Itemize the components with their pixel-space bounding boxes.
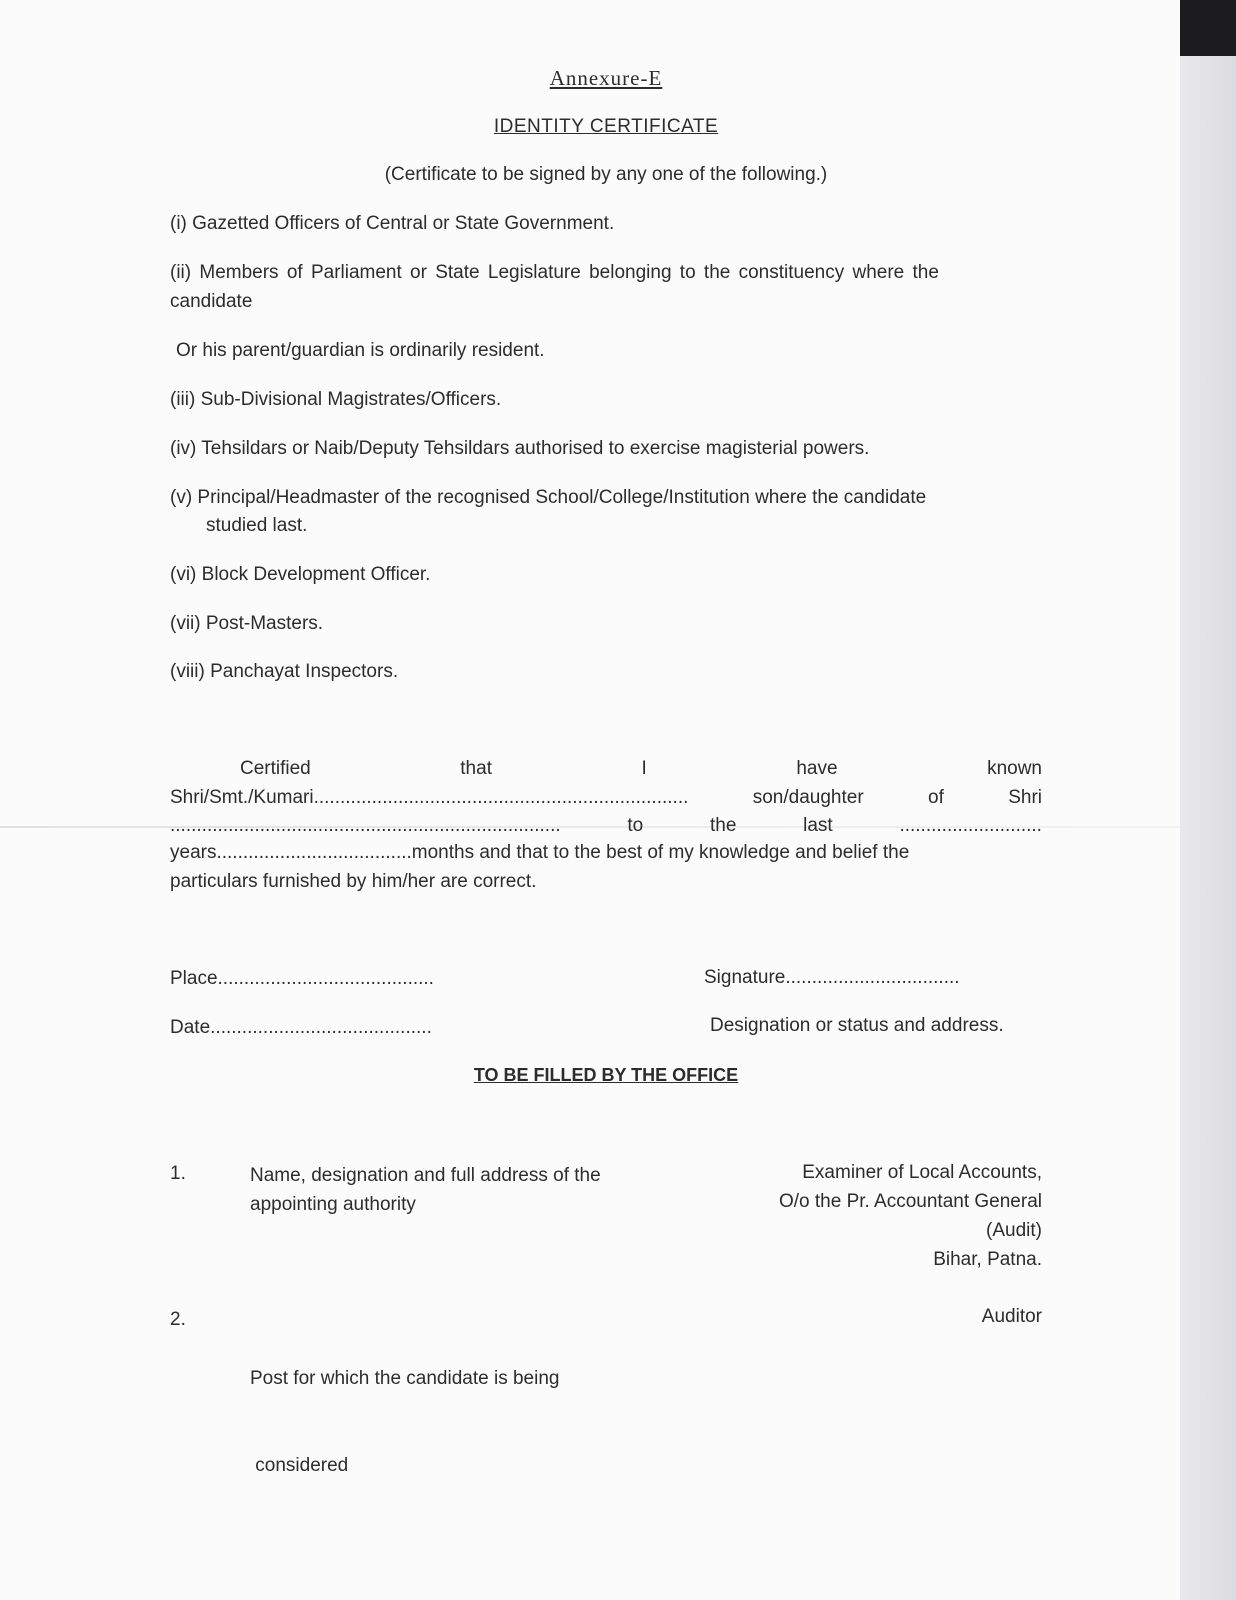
word: the <box>709 815 737 836</box>
item-number: 1. <box>170 1163 186 1184</box>
value-line: Bihar, Patna. <box>933 1249 1042 1270</box>
word: to <box>627 815 644 836</box>
document-subtitle: (Certificate to be signed by any one of the following.) <box>384 164 828 185</box>
scan-edge-dark <box>1180 0 1236 56</box>
item-label <box>250 1306 559 1509</box>
item-value <box>779 1158 1042 1274</box>
item-number: 2. <box>170 1309 186 1330</box>
signatory-item: (iii) Sub-Divisional Magistrates/Officers. <box>170 389 502 410</box>
office-heading: TO BE FILLED BY THE OFFICE <box>473 1065 739 1085</box>
item-label <box>250 1161 601 1219</box>
signatory-item: (vi) Block Development Officer. <box>170 564 431 585</box>
value-line: O/o the Pr. Accountant General <box>779 1191 1042 1212</box>
label-line: Post for which the candidate is being <box>250 1368 560 1389</box>
item-value <box>982 1302 1042 1331</box>
signatory-item: (viii) Panchayat Inspectors. <box>170 661 399 682</box>
value-line: Auditor <box>981 1306 1042 1327</box>
certification-line <box>170 758 1042 780</box>
signature-field[interactable]: Signature................................. <box>704 967 960 988</box>
scan-edge <box>1180 0 1236 1600</box>
word: Shri <box>1008 787 1042 808</box>
signatory-item: (vii) Post-Masters. <box>170 613 324 634</box>
label-line: Name, designation and full address of the <box>250 1165 601 1186</box>
value-line: Examiner of Local Accounts, <box>802 1162 1042 1183</box>
word: Certified <box>240 758 311 779</box>
word: of <box>928 787 944 808</box>
label-line: considered <box>250 1455 349 1476</box>
signatory-item <box>170 262 1042 284</box>
signatory-item-cont: studied last. <box>206 515 308 536</box>
years-blank[interactable]: ........................... <box>899 815 1042 836</box>
label-line: appointing authority <box>250 1194 416 1215</box>
signatory-item: (iv) Tehsildars or Naib/Deputy Tehsildars authorised to exercise magisterial powers. <box>170 438 870 459</box>
word: last <box>803 815 833 836</box>
annexure-label: Annexure-E <box>549 66 663 90</box>
signatory-item: (v) Principal/Headmaster of the recognised School/College/Institution where the candidate <box>170 487 927 508</box>
signatory-item-cont: candidate <box>170 291 253 312</box>
name-blank[interactable]: Shri/Smt./Kumari....................................................................... <box>170 787 689 808</box>
word: known <box>987 758 1042 779</box>
father-name-blank[interactable]: .......................................................................... <box>170 815 561 836</box>
certification-line <box>170 787 1042 809</box>
certification-line: particulars furnished by him/her are correct. <box>170 871 537 892</box>
place-field[interactable]: Place......................................... <box>170 968 434 989</box>
signatory-item: (i) Gazetted Officers of Central or State Government. <box>170 213 615 234</box>
date-field[interactable]: Date.......................................... <box>170 1017 432 1038</box>
value-line: (Audit) <box>986 1220 1042 1241</box>
signatory-item-cont: Or his parent/guardian is ordinarily resident. <box>176 340 545 361</box>
document-title: IDENTITY CERTIFICATE <box>493 116 719 137</box>
signatory-text: (ii) Members of Parliament or State Legislature belonging to the constituency where the <box>170 262 939 283</box>
certification-line <box>170 815 1042 837</box>
word: son/daughter <box>752 787 864 808</box>
certification-line: years.....................................months and that to the best of my knowledge and belief the <box>170 842 910 863</box>
word: that <box>460 758 492 779</box>
word: I <box>641 758 647 779</box>
word: have <box>796 758 838 779</box>
designation-field: Designation or status and address. <box>710 1015 1004 1036</box>
